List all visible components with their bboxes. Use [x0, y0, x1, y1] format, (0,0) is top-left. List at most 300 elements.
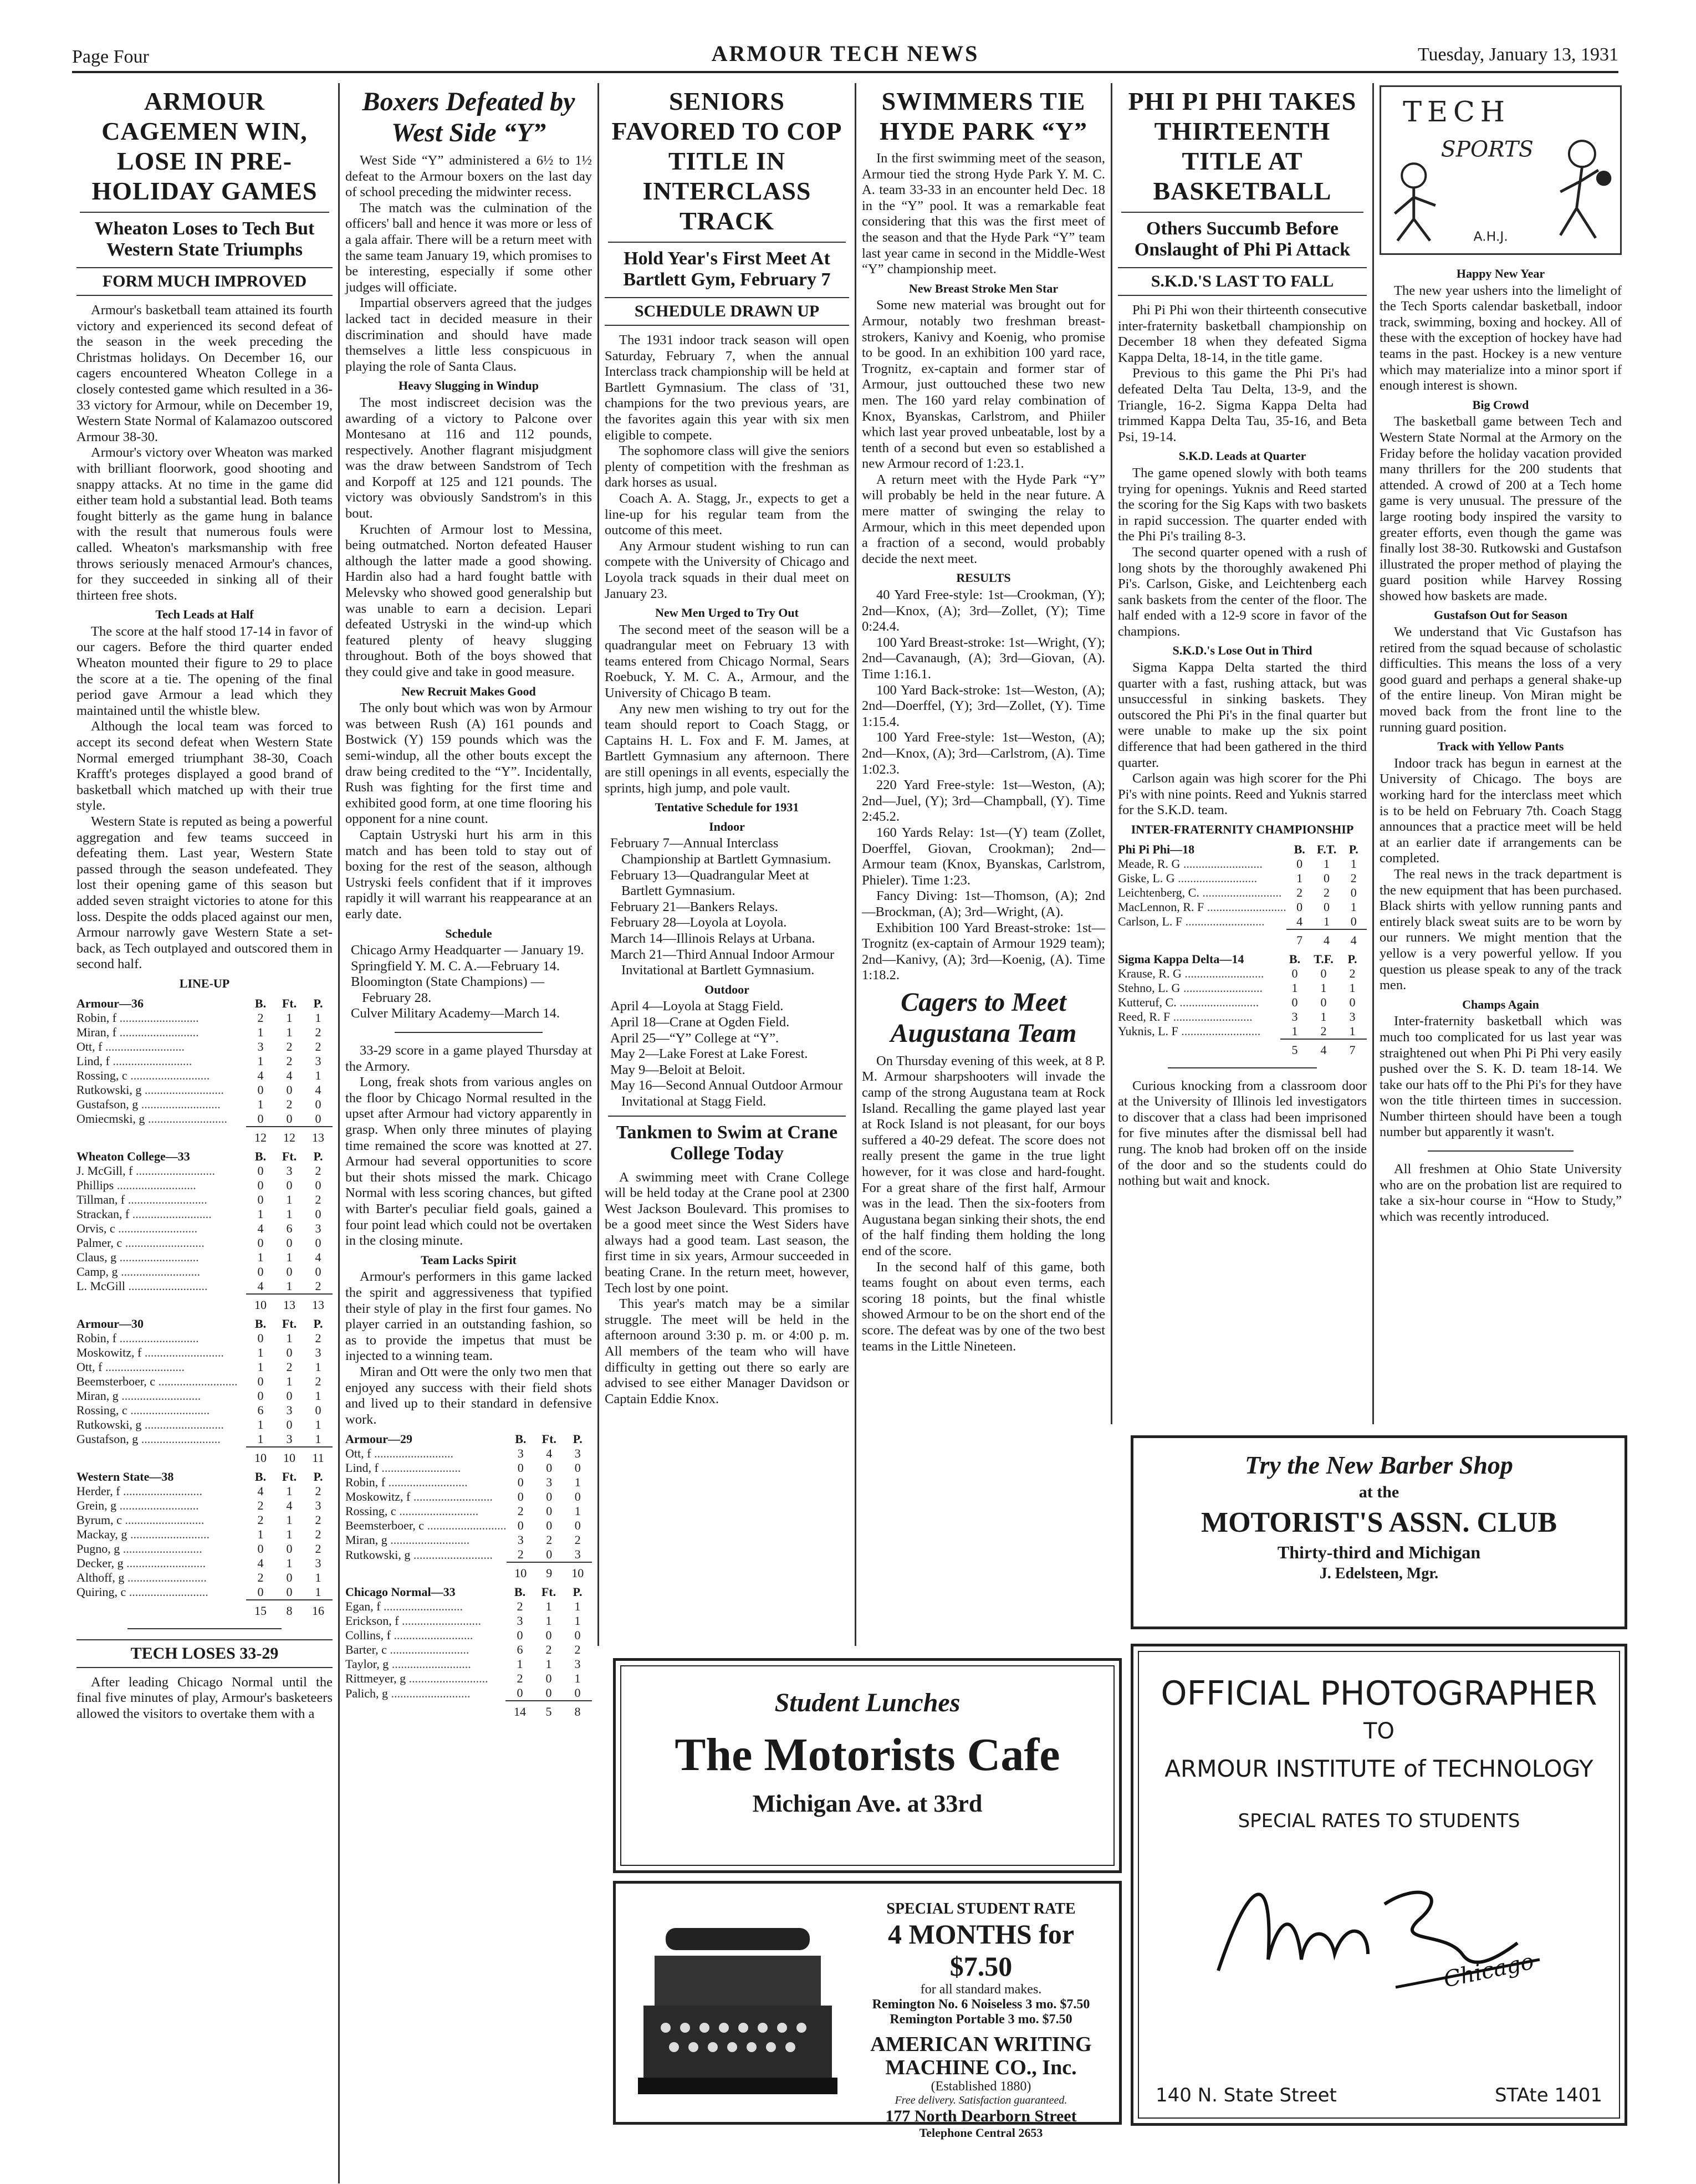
paragraph: Phi Pi Phi won their thirteenth consecutive inter-fraternity basketball championship on December 18 when they defeated Sigma Kappa Delta, 18-14, in the title game. [1118, 303, 1367, 365]
paragraph: 100 Yard Breast-stroke: 1st—Wright, (Y); 2nd—Cavanaugh, (A); 3rd—Giovan, (A). Time 1:16.1. [862, 635, 1105, 682]
player-name: Moskowitz, f [76, 1345, 142, 1359]
tech-sports-cartoon [1380, 85, 1622, 255]
paragraph: This year's match may be a similar struggle. The meet will be held in the afternoon around 3:30 p. m. or 4:00 p. m. All members of the team who will have difficulty in getting out there so early are advised to see either Manager Davidson or Captain Eddie Knox. [605, 1296, 849, 1406]
paragraph: The sophomore class will give the seniors plenty of competition with the freshman as dark horses as usual. [605, 443, 849, 490]
stat-value: 0 [286, 1584, 293, 1599]
player-name: Ott, f [76, 1359, 103, 1374]
box-score-row [76, 1178, 333, 1193]
schedule-item: February 13—Quadrangular Meet at Bartlett Gymnasium. [610, 867, 809, 899]
photographer-ad-phone: STAte 1401 [1495, 2084, 1602, 2106]
typewriter-ad-company: AMERICAN WRITING MACHINE CO., Inc. [870, 2033, 1092, 2079]
column-6 [1372, 83, 1627, 1424]
typewriter-ad-established: (Established 1880) [931, 2079, 1031, 2094]
stat-value: 0 [1291, 966, 1298, 980]
barber-ad-manager: J. Edelsteen, Mgr. [1319, 1565, 1439, 1582]
box-score-row [345, 1461, 592, 1475]
subhead: S.K.D.'s Lose Out in Third [1172, 643, 1312, 658]
total-value: 8 [563, 1701, 592, 1719]
schedule-item: March 14—Illinois Relays at Urbana. [610, 930, 815, 946]
box-score-table [345, 1432, 592, 1581]
player-cell [76, 1484, 246, 1498]
box-score-row [76, 1527, 333, 1542]
box-score-row [1118, 857, 1367, 871]
player-cell [76, 1432, 246, 1447]
box-score-row [345, 1446, 592, 1461]
box-score-table [76, 1149, 333, 1312]
player-cell [1118, 1010, 1280, 1024]
stat-value: 1 [286, 1206, 293, 1221]
stat-value: 1 [286, 1192, 293, 1206]
player-cell [76, 1068, 246, 1083]
paragraph: On Thursday evening of this week, at 8 P. M. Armour sharpshooters will invade the camp of the strong Augustana team at Rock Island. Recalling the game played last year at Rock Island is not pleasant, for our boys suffered a 40-29 defeat. The score does not really present the game in the true light however, for it was close and hard-fought. For a great share of the first half, Armour was in the lead. Then the six-footers from Augustana began sinking their shots, the end of the half finding them holding the long end of the score. [862, 1053, 1105, 1259]
subhead: Gustafson Out for Season [1433, 608, 1568, 622]
leader-dots: .......................... [145, 1112, 227, 1126]
stat-value: 3 [574, 1547, 581, 1562]
leader-dots: .......................... [1170, 1009, 1253, 1024]
stat-value: 4 [257, 1221, 264, 1235]
team-name: Armour—30 [76, 1316, 144, 1331]
leader-dots: .......................... [114, 1178, 196, 1192]
player-cell [76, 1097, 246, 1112]
player-cell [345, 1547, 507, 1562]
box-score-row [1118, 900, 1367, 914]
typewriter-ad [613, 1881, 1122, 2140]
box-score-row [76, 1279, 333, 1294]
motorists-cafe-ad [613, 1658, 1122, 1873]
stat-value: 3 [286, 1431, 293, 1446]
leader-dots: .......................... [122, 1235, 205, 1250]
box-score-row [76, 1418, 333, 1432]
player-cell [76, 1083, 246, 1097]
stat-value: 0 [574, 1686, 581, 1700]
subhead: Outdoor [704, 982, 749, 996]
box-score-table [1118, 952, 1367, 1057]
subhead: Champs Again [1462, 997, 1539, 1011]
barber-ad-address: Thirty-third and Michigan [1277, 1542, 1481, 1562]
total-value: 13 [304, 1294, 333, 1312]
stat-value: 1 [1324, 856, 1330, 871]
paragraph: Coach A. A. Stagg, Jr., expects to get a line-up for his regular team from the outcome of this meet. [605, 490, 849, 538]
stat-value: 1 [574, 1614, 581, 1628]
player-name: Giske, L. G [1118, 871, 1175, 885]
paragraph: Western State is reputed as being a powerful aggregation and few teams succeed in defeating them. Last year, Western State passed through the season undefeated. They lost their opening game of this season but added seven straight victories to atone for this loss. Despite the odds placed against our men, Armour narrowly gave Western State a set-back, as Tech outplayed and outscored them in second half. [76, 814, 333, 972]
stat-column-label: Ft. [282, 996, 297, 1010]
player-cell [76, 1585, 246, 1600]
total-value: 13 [275, 1294, 304, 1312]
stat-value: 0 [286, 1541, 293, 1556]
stat-value: 2 [257, 1570, 264, 1584]
stat-value: 0 [1320, 966, 1327, 980]
team-name: Wheaton College—33 [76, 1149, 190, 1163]
player-cell [76, 1025, 246, 1040]
team-name: Sigma Kappa Delta—14 [1118, 952, 1244, 966]
player-name: MacLennon, R. F [1118, 899, 1204, 914]
player-name: Herder, f [76, 1484, 120, 1498]
stat-value: 4 [1296, 914, 1303, 928]
typewriter-ad-line2: Remington Portable 3 mo. $7.50 [890, 2012, 1072, 2027]
typewriter-ad-street: 177 North Dearborn Street [885, 2107, 1077, 2125]
stat-value: 3 [315, 1498, 321, 1512]
stat-value: 2 [286, 1097, 293, 1111]
leader-dots: .......................... [138, 1097, 221, 1111]
paragraph: 160 Yards Relay: 1st—(Y) team (Zollet, Doerffel, Giovan, Crookman); 2nd—Armour team (Knox, Byanskas, Carlstrom, Phieler). Time 1:23. [862, 825, 1105, 888]
player-name: Decker, g [76, 1556, 124, 1570]
stat-value: 1 [1291, 1024, 1298, 1038]
leader-dots: .......................... [118, 1388, 201, 1403]
divider [395, 1032, 543, 1033]
typewriter-ad-offer: 4 MONTHS for $7.50 [887, 1919, 1075, 1982]
stat-value: 3 [1349, 1009, 1356, 1024]
total-value: 8 [275, 1600, 304, 1618]
box-score-row [345, 1533, 592, 1547]
leader-dots: .......................... [390, 1628, 473, 1643]
stat-value: 0 [545, 1628, 552, 1643]
stat-value: 0 [257, 1192, 264, 1206]
total-value: 5 [1280, 1039, 1309, 1057]
stat-value: 4 [257, 1278, 264, 1293]
stat-value: 2 [315, 1484, 321, 1498]
cartoon-drawing-icon [1381, 87, 1620, 253]
player-name: Rutkowski, g [76, 1417, 142, 1431]
total-value: 16 [304, 1600, 333, 1618]
player-cell [76, 1011, 246, 1025]
paragraph: 40 Yard Free-style: 1st—Crookman, (Y); 2nd—Knox, (A); 3rd—Zollet, (Y); Time 0:24.4. [862, 587, 1105, 635]
stat-value: 3 [257, 1039, 264, 1053]
stat-value: 3 [286, 1163, 293, 1178]
paragraph: Any new men wishing to try out for the team should report to Coach Stagg, or Captains H. L. Fox and F. M. James, at Bartlett Gymnasium any afternoon. There are still openings in all events, especially the sprints, high jump, and pole vault. [605, 701, 849, 796]
leader-dots: .......................... [102, 1039, 185, 1053]
divider [127, 1628, 281, 1629]
stat-column-label: Ft. [541, 1585, 556, 1599]
leader-dots: .......................... [116, 1498, 199, 1512]
leader-dots: .......................... [399, 1614, 482, 1628]
stat-value: 0 [315, 1097, 321, 1111]
section-headline: FORM MUCH IMPROVED [76, 267, 333, 296]
player-name: Egan, f [345, 1599, 381, 1614]
player-name: Phillips [76, 1178, 114, 1192]
subhead: INTER-FRATERNITY CHAMPIONSHIP [1131, 822, 1354, 836]
player-cell [76, 1193, 246, 1207]
player-name: Claus, g [76, 1250, 117, 1264]
box-score-header [76, 1149, 333, 1164]
totals-label [76, 1127, 246, 1145]
stat-value: 0 [1320, 995, 1327, 1009]
stat-value: 4 [546, 1446, 553, 1461]
stat-value: 0 [517, 1628, 523, 1643]
stat-value: 3 [315, 1053, 321, 1068]
player-name: Rossing, c [76, 1068, 127, 1082]
signature-logo [1133, 1849, 1625, 2015]
player-cell [345, 1490, 507, 1504]
paragraph: In the second half of this game, both teams fought on about even terms, each scoring 18 points, but the final whistle showed Armour to be on the short end of the score. The defeat was by one of the two best teams in the Little Nineteen. [862, 1259, 1105, 1354]
box-score-row [76, 1025, 333, 1040]
stat-value: 2 [315, 1374, 321, 1388]
subhead: Happy New Year [1456, 267, 1545, 280]
stat-value: 1 [1320, 980, 1327, 995]
stat-value: 4 [257, 1068, 264, 1082]
player-cell [76, 1221, 246, 1236]
player-name: Orvis, c [76, 1221, 115, 1235]
column-2 [338, 83, 597, 2183]
headline: Boxers Defeated by West Side “Y” [362, 87, 575, 147]
leader-dots: .......................... [116, 1025, 199, 1039]
stat-value: 2 [315, 1039, 321, 1053]
box-score-row [1118, 871, 1367, 886]
player-name: Palich, g [345, 1686, 388, 1700]
player-name: Meade, R. G [1118, 856, 1181, 871]
stat-value: 1 [545, 1657, 552, 1671]
player-cell [345, 1614, 505, 1628]
stat-value: 0 [315, 1111, 321, 1126]
box-score-row [1118, 886, 1367, 900]
box-score-row [345, 1657, 592, 1671]
total-value: 11 [304, 1447, 333, 1465]
barber-ad-club: MOTORIST'S ASSN. CLUB [1201, 1507, 1557, 1538]
cartoon-title-1: TECH [1403, 95, 1510, 129]
stat-column-label: P. [573, 1585, 583, 1599]
box-score-row [76, 1498, 333, 1513]
player-cell [76, 1178, 246, 1193]
stat-column-label: B. [514, 1585, 526, 1599]
stat-value: 2 [546, 1533, 553, 1547]
leader-dots: .......................... [1180, 980, 1263, 995]
stat-value: 1 [257, 1359, 264, 1374]
stat-value: 1 [286, 1025, 293, 1039]
stat-value: 1 [1324, 914, 1330, 928]
cafe-ad-name: The Motorists Cafe [675, 1729, 1060, 1781]
player-cell [345, 1446, 507, 1461]
box-score-row [76, 1374, 333, 1389]
player-cell [1118, 981, 1280, 995]
player-cell [76, 1265, 246, 1279]
box-score-totals [76, 1447, 333, 1465]
paragraph: Any Armour student wishing to run can compete with the University of Chicago and Loyola track squads in their dual meet on January 23. [605, 538, 849, 601]
player-name: Gustafson, g [76, 1432, 139, 1446]
leader-dots: .......................... [388, 1686, 471, 1700]
subhead: RESULTS [956, 571, 1011, 585]
subhead: Track with Yellow Pants [1437, 739, 1564, 754]
stat-value: 1 [315, 1010, 321, 1025]
paragraph: Armour's performers in this game lacked the spirit and aggressiveness that typified their style of play in the first four games. No player carried in an outstanding fashion, so as to provide the impetus that must be injected to a winning team. [345, 1269, 592, 1364]
stat-value: 6 [517, 1643, 523, 1657]
paragraph: Inter-fraternity basketball which was much too complicated for us last year was straightened out when Phi Pi Phi very easily pushed over the S. K. D. team 18-14. We take our hats off to the Phi Pi's for they have won the title thirteen times in succession. Number thirteen should have been a tough number but apparently it wasn't. [1380, 1014, 1622, 1140]
stat-value: 0 [1350, 885, 1357, 899]
stat-value: 2 [517, 1504, 524, 1518]
player-name: Lind, f [76, 1053, 110, 1068]
stat-value: 1 [257, 1025, 264, 1039]
player-name: Robin, f [76, 1010, 117, 1025]
typewriter-icon [632, 1917, 843, 2105]
paragraph: West Side “Y” administered a 6½ to 1½ defeat to the Armour boxers on the last day of school preceding the midwinter recess. [345, 153, 592, 200]
stat-value: 2 [286, 1039, 293, 1053]
player-name: Leichtenberg, C. [1118, 885, 1199, 899]
player-cell [345, 1657, 505, 1671]
stat-value: 0 [574, 1461, 581, 1475]
paragraph: The new year ushers into the limelight of the Tech Sports calendar basketball, indoor track, swimming, boxing and hockey. All of these with the exception of hockey have had teams in the past. Hockey is a new venture which may materialize into a minor sport if enough interest is shown. [1380, 283, 1622, 393]
player-name: Miran, g [76, 1388, 119, 1403]
paragraph: 220 Yard Free-style: 1st—Weston, (A); 2nd—Juel, (Y); 3rd—Champball, (Y). Time 2:45.2. [862, 778, 1105, 825]
stat-value: 1 [315, 1584, 321, 1599]
player-cell [1118, 871, 1286, 886]
paragraph: Exhibition 100 Yard Breast-stroke: 1st—Trognitz (ex-captain of Armour 1929 team); 2nd—Kanivy, (A); 3rd—Koenig, (A). Time 1:18.2. [862, 920, 1105, 983]
issue-date: Tuesday, January 13, 1931 [1417, 44, 1618, 65]
player-name: Rittmeyer, g [345, 1671, 406, 1686]
stat-value: 0 [315, 1403, 321, 1417]
player-name: Camp, g [76, 1264, 118, 1278]
typewriter-ad-phone: Telephone Central 2653 [919, 2126, 1043, 2140]
typewriter-ad-line1: Remington No. 6 Noiseless 3 mo. $7.50 [872, 1997, 1090, 2012]
typewriter-ad-guarantee: Free delivery. Satisfaction guaranteed. [895, 2094, 1067, 2106]
leader-dots: .......................... [1182, 914, 1265, 929]
box-score-row [76, 1346, 333, 1360]
stat-value: 2 [545, 1643, 552, 1657]
stat-value: 0 [545, 1686, 552, 1700]
player-cell [345, 1475, 507, 1490]
stat-value: 1 [286, 1010, 293, 1025]
stat-value: 3 [315, 1221, 321, 1235]
box-score-row [76, 1331, 333, 1346]
player-cell [345, 1518, 507, 1533]
player-cell [76, 1360, 246, 1374]
stat-value: 1 [257, 1097, 264, 1111]
column-5 [1111, 83, 1372, 1424]
team-name: Chicago Normal—33 [345, 1585, 456, 1599]
stat-value: 0 [1324, 871, 1330, 885]
stat-column-label: B. [1294, 842, 1305, 856]
total-value: 10 [564, 1562, 592, 1581]
stat-value: 0 [315, 1235, 321, 1250]
stat-value: 1 [286, 1374, 293, 1388]
player-cell [345, 1643, 505, 1657]
stat-value: 3 [286, 1403, 293, 1417]
box-score-row [76, 1360, 333, 1374]
schedule-item: Culver Military Academy—March 14. [351, 1006, 560, 1021]
photographer-ad-to: TO [1363, 1718, 1394, 1744]
total-value: 15 [246, 1600, 275, 1618]
stat-column-label: P. [313, 1469, 323, 1484]
stat-value: 0 [286, 1570, 293, 1584]
box-score-header [76, 1317, 333, 1331]
box-score-row [345, 1671, 592, 1686]
box-score-header [1118, 952, 1367, 966]
schedule-item: May 16—Second Annual Outdoor Armour Invitational at Stagg Field. [610, 1078, 843, 1109]
player-cell [76, 1418, 246, 1432]
box-score-row [1118, 995, 1367, 1010]
leader-dots: .......................... [138, 1432, 221, 1446]
totals-label [76, 1447, 246, 1465]
headline: Cagers to Meet Augustana Team [890, 987, 1077, 1048]
box-score-row [76, 1040, 333, 1054]
player-cell [76, 1571, 246, 1585]
stat-value: 2 [257, 1512, 264, 1527]
total-value: 10 [275, 1447, 304, 1465]
photographer-ad-rates: SPECIAL RATES TO STUDENTS [1238, 1810, 1520, 1832]
player-cell [76, 1527, 246, 1542]
headline: SWIMMERS TIE HYDE PARK “Y” [879, 87, 1088, 145]
stat-value: 1 [315, 1570, 321, 1584]
player-name: Krause, R. G [1118, 966, 1182, 980]
player-cell [345, 1533, 507, 1547]
stat-value: 2 [574, 1643, 581, 1657]
player-cell [345, 1671, 505, 1686]
column-1 [71, 83, 338, 2183]
schedule-item: February 21—Bankers Relays. [610, 899, 778, 914]
stat-value: 3 [1291, 1009, 1298, 1024]
player-name: Mackay, g [76, 1527, 127, 1541]
stat-value: 1 [574, 1475, 581, 1490]
leader-dots: .......................... [155, 1374, 238, 1388]
stat-value: 2 [1296, 885, 1303, 899]
box-score-row [345, 1599, 592, 1614]
stat-value: 0 [257, 1235, 264, 1250]
stat-column-label: F.T. [1316, 842, 1337, 856]
box-score-row [345, 1504, 592, 1518]
stat-value: 0 [574, 1518, 581, 1533]
stat-value: 1 [315, 1068, 321, 1082]
stat-value: 3 [574, 1657, 581, 1671]
paragraph: Sigma Kappa Delta started the third quarter with a fast, rushing attack, but was unsuccessful in sinking baskets. They outscored the Phi Pi's in the final quarter but were unable to make up the six point difference that had been gathered in the third quarter. [1118, 660, 1367, 770]
player-name: Erickson, f [345, 1614, 399, 1628]
box-score-row [76, 1193, 333, 1207]
leader-dots: .......................... [141, 1417, 224, 1431]
stat-column-label: B. [1289, 952, 1301, 966]
stat-value: 3 [517, 1614, 523, 1628]
stat-value: 0 [546, 1490, 553, 1504]
paragraph: 100 Yard Free-style: 1st—Weston, (A); 2nd—Knox, (A); 3rd—Carlstrom, (A). Time 1:02.3. [862, 730, 1105, 777]
total-value: 13 [304, 1127, 333, 1145]
stat-value: 4 [315, 1082, 321, 1097]
stat-value: 1 [1291, 980, 1298, 995]
leader-dots: .......................... [124, 1570, 207, 1584]
stat-value: 1 [315, 1359, 321, 1374]
player-cell [76, 1346, 246, 1360]
subhead: New Recruit Makes Good [401, 684, 536, 698]
box-score-totals [345, 1701, 592, 1719]
cartoon-initials: A.H.J. [1473, 228, 1508, 244]
stat-column-label: P. [313, 996, 323, 1010]
total-value: 7 [1286, 929, 1313, 948]
stat-value: 2 [315, 1192, 321, 1206]
totals-label [1118, 929, 1286, 948]
stat-value: 4 [257, 1484, 264, 1498]
stat-value: 2 [315, 1331, 321, 1345]
stat-value: 3 [574, 1446, 581, 1461]
photographer-ad-title: OFFICIAL PHOTOGRAPHER [1161, 1674, 1597, 1713]
headline: SENIORS FAVORED TO COP TITLE IN INTERCLASS TRACK [611, 87, 842, 235]
stat-value: 0 [517, 1518, 524, 1533]
stat-value: 0 [517, 1490, 524, 1504]
section-headline: S.K.D.'S LAST TO FALL [1118, 267, 1367, 296]
total-value: 7 [1338, 1039, 1367, 1057]
player-name: J. McGill, f [76, 1163, 133, 1178]
player-name: Beemsterboer, c [76, 1374, 156, 1388]
stat-column-label: B. [254, 996, 267, 1010]
stat-value: 1 [1350, 856, 1357, 871]
subhead: New Breast Stroke Men Star [908, 281, 1059, 295]
player-cell [76, 1374, 246, 1389]
paragraph: Armour's victory over Wheaton was marked with brilliant floorwork, good shooting and snappy attacks. At no time in the game did either team hold a substantial lead. Both teams fought bitterly as the game hung in balance with the result that numerous fouls were called. Wheaton's marksmanship with free throws seriously menaced Armour's chances, for they succeeded in sinking all of their thirteen free shots. [76, 445, 333, 603]
box-score-header [76, 1470, 333, 1484]
stat-value: 1 [257, 1206, 264, 1221]
player-name: Yuknis, L. F [1118, 1024, 1178, 1039]
box-score-row [76, 1207, 333, 1221]
paragraph: Impartial observers agreed that the judges lacked tact in decided measure in their discrimination and should have made themselves a little less conspicuous in playing the role of Santa Claus. [345, 295, 592, 374]
player-cell [76, 1207, 246, 1221]
player-cell [76, 1164, 246, 1178]
stat-value: 2 [574, 1533, 581, 1547]
stat-value: 3 [517, 1446, 524, 1461]
leader-dots: .......................... [406, 1671, 488, 1686]
